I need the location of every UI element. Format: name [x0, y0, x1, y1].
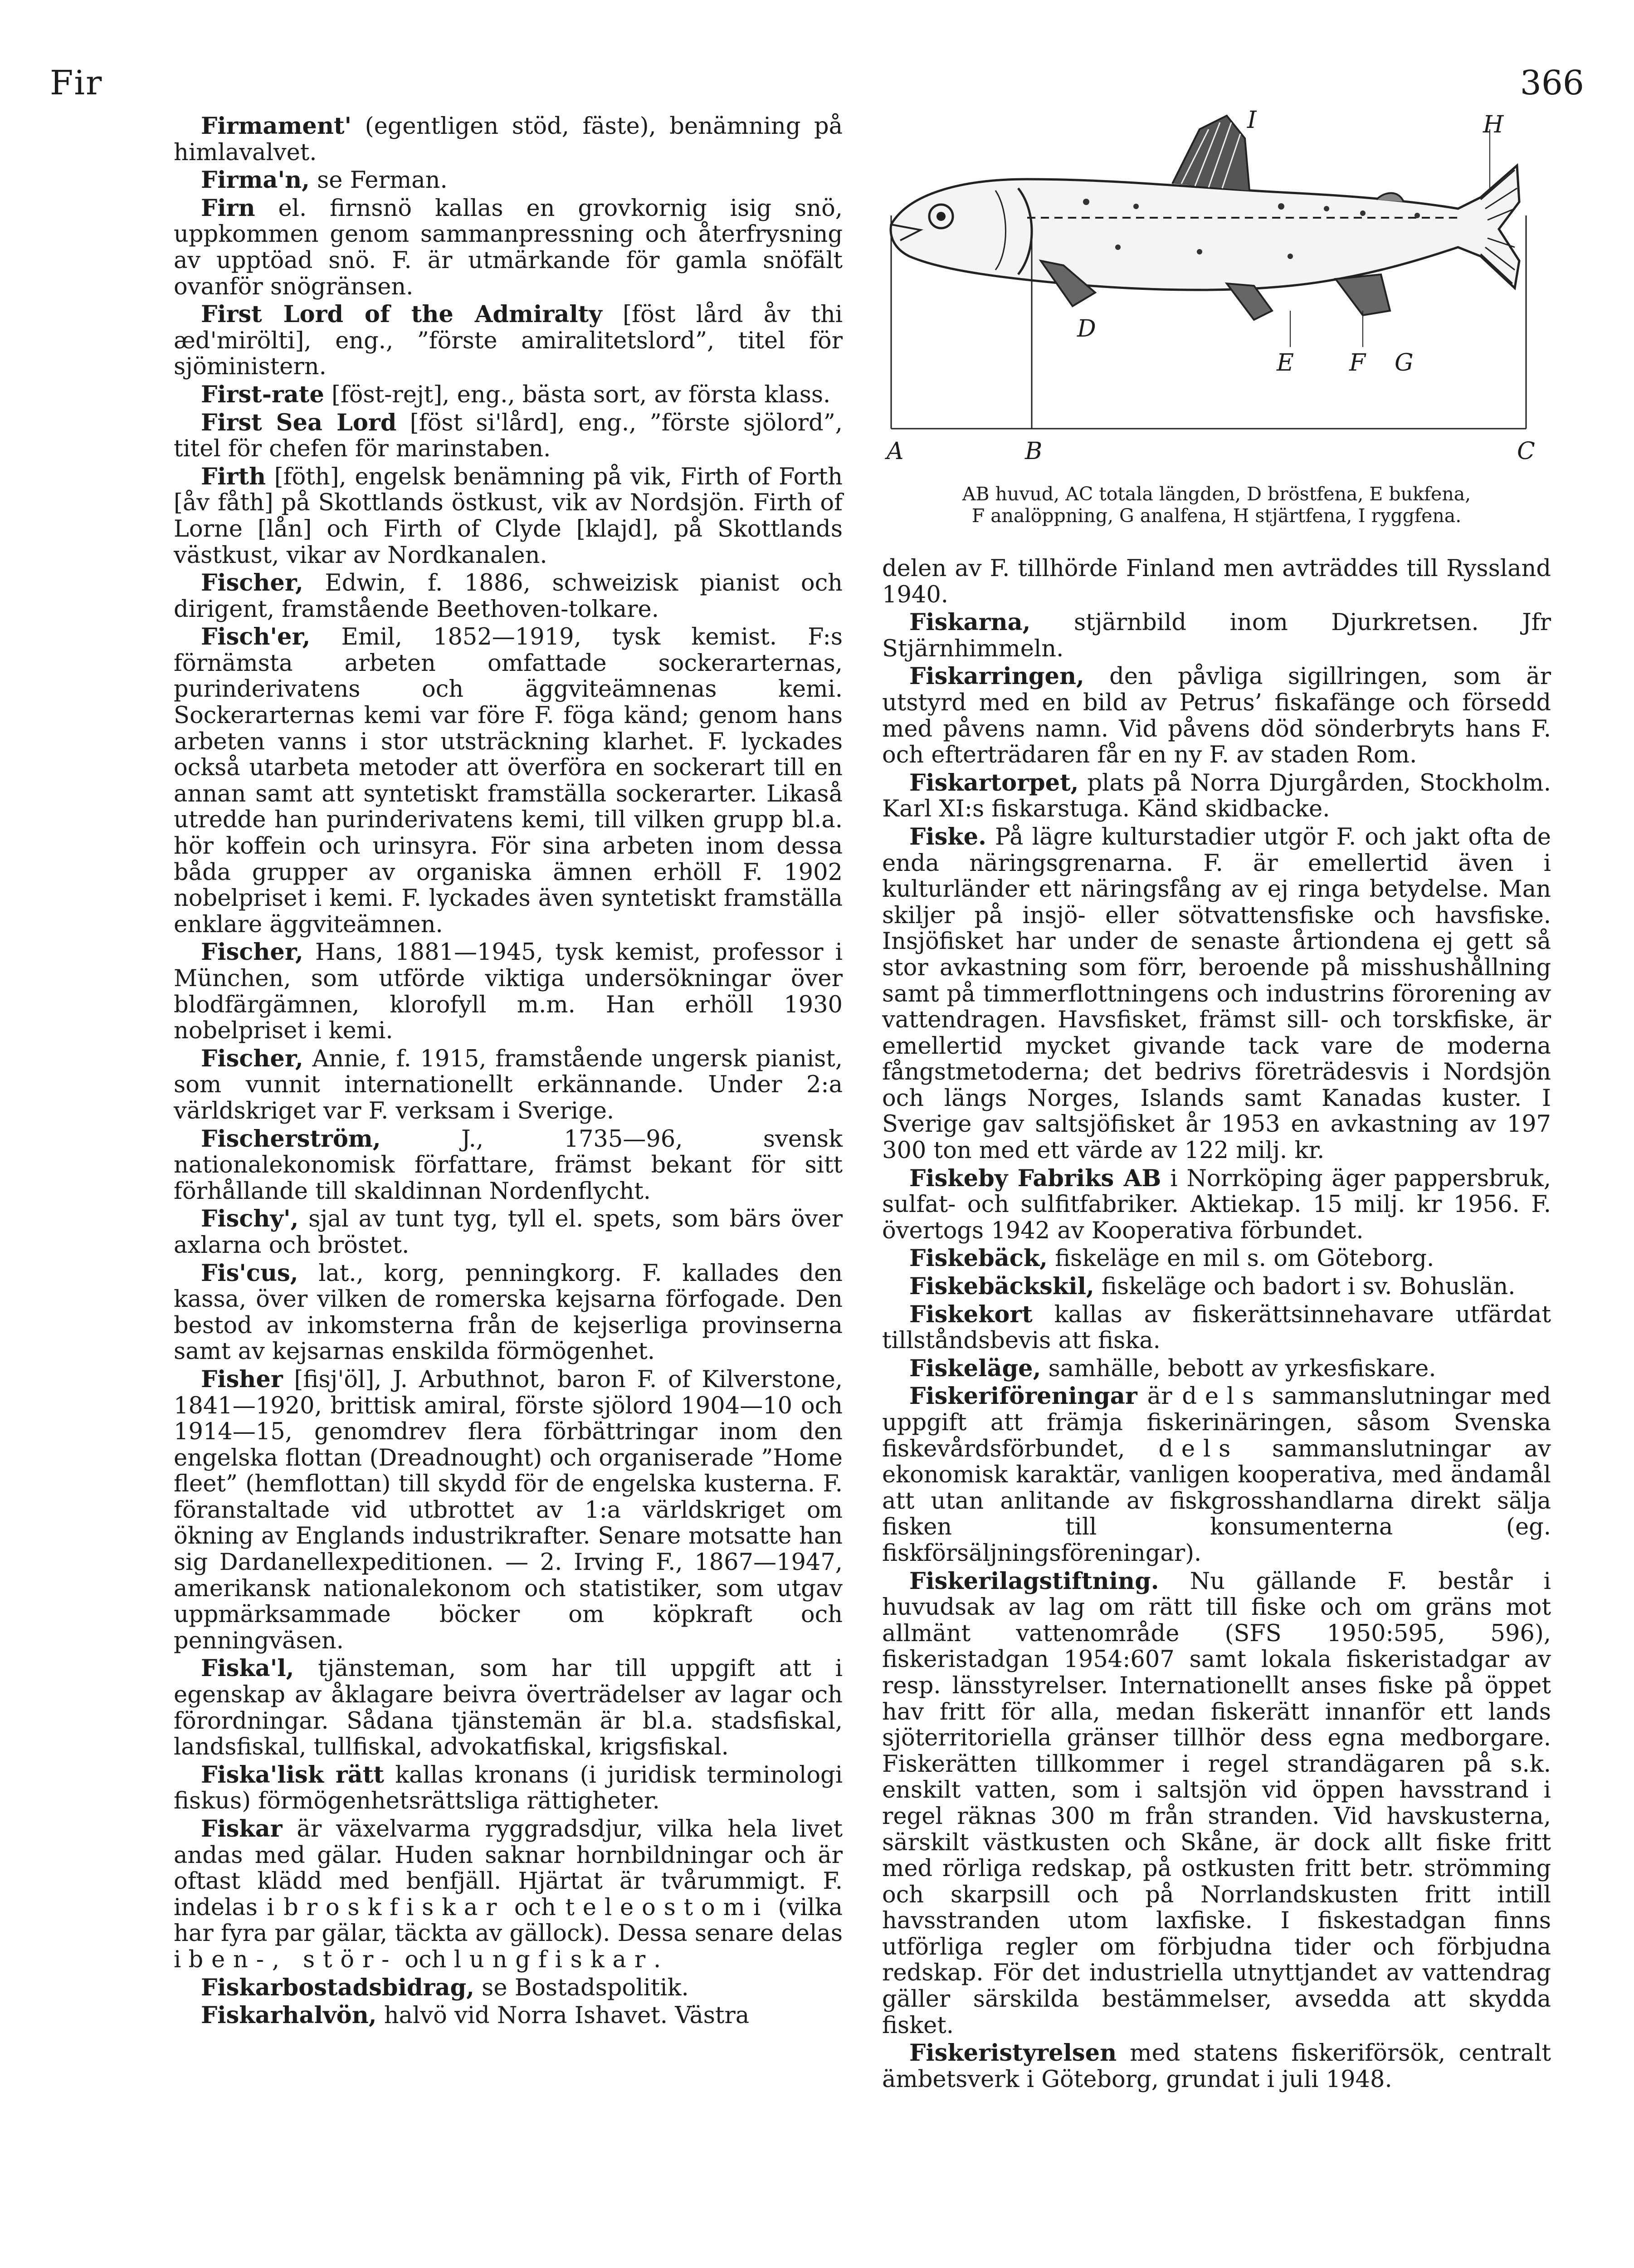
dictionary-entry: [174, 167, 843, 194]
entry-text: med statens fiskeriförsök, centralt ämbetsverk i Göteborg, grundat i juli 1948.: [882, 2040, 1551, 2093]
dictionary-entry: [882, 1274, 1551, 1300]
entry-headword: Firth: [201, 463, 266, 490]
dictionary-entry: [882, 556, 1551, 608]
entry-headword: Fiska'l,: [201, 1655, 294, 1682]
page-header: [50, 64, 1584, 113]
entry-text: Nu gällande F. består i huvudsak av lag om rätt till fiske och om gräns mot allmänt vattenområde (SFS 1950:595, 596), fiskeristadgan 1954:607 samt lokala fiskeristadgar av resp. länsstyrelser. Internationellt anses fiske på öppet hav fritt för alla, medan fiskerätt innanför ett lands sjöterritoriella gränser tillhör dess egna medborgare. Fiskerätten tillkommer i regel strandägaren på s.k. enskilt vatten, som i saltsjön vid öppen havsstrand i regel räknas 300 m från stranden. Vid havskusterna, särskilt västkusten och Skåne, är dock allt fiske fritt med rörliga redskap, på ostkusten fritt betr. strömming och skarpsill och på Norrlandskusten fritt intill havsstranden utom laxfiske. I fiskestadgan finns utförliga regler om förbjudna tider och förbjudna redskap. För det industriella utnyttjandet av vattendrag gäller särskilda bestämmelser, avsedda att skydda fisket.: [882, 1568, 1551, 2039]
dictionary-entry: [882, 1569, 1551, 2039]
entry-text: el. firnsnö kallas en grovkornig isig snö, uppkommen genom sammanpressning och återfrysning av upptöad snö. F. är utmärkande för gamla snöfält ovanför snögränsen.: [174, 195, 843, 300]
dictionary-entry: [882, 1302, 1551, 1354]
entry-text: [föst-rejt], eng., bästa sort, av första klass.: [324, 381, 831, 408]
entry-text: [fisj'öl], J. Arbuthnot, baron F. of Kilverstone, 1841—1920, brittisk amiral, förste sjölord 1904—10 och 1914—15, genomdrev flera förbättringar inom den engelska flottan (Dreadnought) och organiserade ”Home fleet” (hemflottan) till skydd för de engelska kusterna. F. föranstaltade vid utbrottet av 1:a världskriget om ökning av Englands industrikrafter. Senare motsatte han sig Dardanellexpeditionen. — 2. Irving F., 1867—1947, amerikansk nationalekonom och statistiker, som utgav uppmärksammade böcker om köpkraft och penningväsen.: [174, 1366, 843, 1654]
dictionary-entry: [174, 1126, 843, 1205]
left-column: [174, 113, 843, 2029]
entry-headword: Fiskerilagstiftning.: [909, 1567, 1159, 1595]
dictionary-entry: [882, 770, 1551, 822]
entry-headword: Fischerström,: [201, 1125, 381, 1153]
entry-headword: Fiska'lisk rätt: [201, 1761, 384, 1789]
entry-headword: Fiskarna,: [909, 609, 1031, 636]
entry-text: sammanslutningar av ekonomisk karaktär, vanligen kooperativa, med ändamål att utan anlitande av fiskgrosshandlarna direkt sälja fisken till konsumenterna (eg. fiskförsäljningsföreningar).: [882, 1435, 1551, 1567]
entry-headword: Firmament': [201, 112, 352, 140]
label-i: I: [1247, 107, 1257, 134]
entry-headword: Fisher: [201, 1365, 283, 1393]
dictionary-entry: [882, 664, 1551, 768]
dictionary-entry: [174, 1046, 843, 1124]
entry-text: kallas av fiskerättsinnehavare utfärdat tillståndsbevis att fiska.: [882, 1301, 1551, 1354]
entry-text: Hans, 1881—1945, tysk kemist, professor i München, som utförde viktiga undersökningar över blodfärgämnen, klorofyll m.m. Han erhöll 1930 nobelpriset i kemi.: [174, 939, 843, 1045]
entry-spaced-text: dels: [1158, 1435, 1239, 1462]
dictionary-entry: [174, 1762, 843, 1814]
entry-headword: Fischer,: [201, 938, 303, 966]
dictionary-entry: [882, 824, 1551, 1164]
entry-text: fiskeläge och badort i sv. Bohuslän.: [1094, 1273, 1516, 1300]
dictionary-entry: [174, 1816, 843, 1973]
entry-headword: Fiskeby Fabriks AB: [909, 1164, 1161, 1192]
entry-headword: Fiskarbostadsbidrag,: [201, 1974, 474, 2001]
entry-text: samhälle, bebott av yrkesfiskare.: [1041, 1355, 1436, 1382]
fish-illustration: [882, 111, 1551, 474]
entry-text: se Ferman.: [309, 167, 448, 194]
dictionary-entry: [174, 1206, 843, 1258]
entry-spaced-text: broskfiskar: [283, 1894, 505, 1921]
dictionary-entry: [174, 1656, 843, 1760]
entry-spaced-text: dels: [1182, 1383, 1263, 1410]
entry-text: Edwin, f. 1886, schweizisk pianist och dirigent, framstående Beethoven-tolkare.: [174, 570, 843, 623]
figure-caption: [882, 483, 1551, 527]
dictionary-entry: [174, 2003, 843, 2029]
entry-text: kallas kronans (i juridisk terminologi fiskus) förmögenhetsrättsliga rättigheter.: [174, 1761, 843, 1815]
dictionary-entry: [174, 196, 843, 300]
entry-spaced-text: lungfiskar: [454, 1946, 654, 1973]
entry-text: J., 1735—96, svensk nationalekonomisk författare, främst bekant för sitt förhållande till skaldinnan Nordenflycht.: [174, 1125, 843, 1205]
label-a: A: [887, 438, 904, 465]
dictionary-entry: [174, 570, 843, 622]
fish-diagram: [882, 107, 1551, 556]
dictionary-entry: [174, 939, 843, 1044]
label-f: F: [1349, 349, 1366, 376]
entry-text: [föst lård åv thi æd'mirölti], eng., ”förste amiralitetslord”, titel för sjöministern.: [174, 301, 843, 381]
entry-headword: Fiske.: [909, 823, 986, 850]
entry-text: sammanslutningar med uppgift att främja fiskerinäringen, såsom Svenska fiskevårdsförbundet,: [882, 1383, 1551, 1462]
dictionary-entry: [882, 1246, 1551, 1272]
entry-text: Annie, f. 1915, framstående ungersk pianist, som vunnit internationellt erkännande. Under 2:a världskriget var F. verksam i Sverige.: [174, 1045, 843, 1124]
dictionary-entry: [882, 1166, 1551, 1244]
entry-headword: Firn: [201, 194, 255, 222]
caption-line-2: F analöppning, G analfena, H stjärtfena, I ryggfena.: [971, 505, 1462, 527]
label-g: G: [1395, 349, 1414, 376]
label-d: D: [1077, 315, 1096, 342]
entry-text: sjal av tunt tyg, tyll el. spets, som bärs över axlarna och bröstet.: [174, 1206, 843, 1259]
dictionary-entry: [174, 410, 843, 462]
entry-text: [föth], engelsk benämning på vik, Firth of Forth [åv fåth] på Skottlands östkust, vik av Nordsjön. Firth of Lorne [lån] och Firth of Clyde [klajd], på Skottlands västkust, vikar av Nordkanalen.: [174, 463, 843, 569]
entry-headword: Fiskeläge,: [909, 1354, 1041, 1382]
entry-text: se Bostadspolitik.: [474, 1974, 689, 2001]
entry-headword: Firma'n,: [201, 166, 310, 194]
entry-headword: Fischer,: [201, 569, 303, 597]
entry-text: stjärnbild inom Djurkretsen. Jfr Stjärnhimmeln.: [882, 609, 1551, 662]
caption-line-1: AB huvud, AC totala längden, D bröstfena, E bukfena,: [962, 483, 1471, 505]
entry-headword: First-rate: [201, 381, 324, 408]
entry-text: och: [397, 1946, 454, 1973]
entry-headword: Fiskeriföreningar: [909, 1383, 1137, 1410]
dictionary-entry: [174, 382, 843, 408]
entry-headword: Fiskekort: [909, 1300, 1033, 1328]
dictionary-entry: [174, 302, 843, 380]
entry-text: den påvliga sigillringen, som är utstyrd med en bild av Petrus’ fiskafänge och försedd med påvens namn. Vid påvens död sönderbryts hans F. och efterträdaren får en ny F. av staden Rom.: [882, 663, 1551, 769]
dictionary-entry: [882, 2040, 1551, 2092]
entry-headword: Fiskebäckskil,: [909, 1273, 1094, 1300]
entry-text: halvö vid Norra Ishavet. Västra: [376, 2002, 750, 2029]
entry-text: tjänsteman, som har till uppgift att i egenskap av åklagare beivra överträdelser av lagar och förordningar. Sådana tjänstemän är bl.a. stadsfiskal, landsfiskal, tullfiskal, advokatfiskal, krigsfiskal.: [174, 1655, 843, 1761]
entry-text: delen av F. tillhörde Finland men avträddes till Ryssland 1940.: [882, 555, 1551, 608]
entry-text: (vilka har fyra par gälar, täckta av gällock). Dessa senare delas i: [174, 1894, 843, 1973]
entry-text: lat., korg, penningkorg. F. kallades den kassa, över vilken de romerska kejsarna förfogade. Den bestod av inkomsterna från de kejserliga provinserna samt av kejsarnas enskilda förmögenhet.: [174, 1260, 843, 1365]
dictionary-entry: [174, 1261, 843, 1365]
entry-headword: Fis'cus,: [201, 1259, 298, 1287]
dictionary-entry: [882, 1383, 1551, 1566]
entry-text: På lägre kulturstadier utgör F. och jakt ofta de enda näringsgrenarna. F. är emellertid även i kulturländer ett näringsfång av ej ringa betydelse. Man skiljer på insjö- eller sötvattensfiske och havsfiske. Insjöfisket har under de senaste årtiondena ej gett så stor avkastning som förr, beroende på misshushållning samt på timmerflottningens och industrins förorening av vattendragen. Havsfisket, främst sill- och torskfiske, är emellertid mycket givande tack vare de moderna fångstmetoderna; det bedrivs företrädesvis i Nordsjön och längs Norges, Islands samt Kanadas kuster. I Sverige gav saltsjöfisket år 1953 en avkastning av 197 300 ton med ett värde av 122 milj. kr.: [882, 823, 1551, 1164]
entry-headword: Fiskartorpet,: [909, 769, 1079, 797]
entry-text: och: [505, 1894, 566, 1921]
entry-headword: Fiskarringen,: [909, 663, 1084, 690]
entry-text: (egentligen stöd, fäste), benämning på himlavalvet.: [174, 113, 843, 166]
dictionary-entry: [174, 1367, 843, 1654]
right-column: [882, 556, 1551, 2092]
label-b: B: [1025, 438, 1043, 465]
entry-headword: Fiskeristyrelsen: [909, 2039, 1117, 2067]
dictionary-entry: [174, 1975, 843, 2001]
entry-text: Emil, 1852—1919, tysk kemist. F:s förnämsta arbeten omfattade sockerarternas, purinderivatens och äggviteämnenas kemi. Sockerarternas kemi var före F. föga känd; genom hans arbeten vanns i stor utsträckning klarhet. F. lyckades också utarbeta metoder att överföra en sockerart till en annan samt att syntetiskt framställa sockerarter. Likaså utredde han purinderivatens kemi, till vilken grupp bl.a. hör koffein och urinsyra. För sina arbeten inom dessa båda grupper av organiska ämnen erhöll F. 1902 nobelpriset i kemi. F. lyckades även syntetiskt framställa enklare äggviteämnen.: [174, 624, 843, 938]
entry-headword: Fisch'er,: [201, 623, 311, 651]
dictionary-entry: [174, 464, 843, 568]
label-c: C: [1517, 438, 1535, 465]
entry-text: fiskeläge en mil s. om Göteborg.: [1047, 1245, 1434, 1272]
entry-headword: Fiskarhalvön,: [201, 2002, 377, 2029]
entry-headword: Fischer,: [201, 1045, 303, 1072]
dictionary-entry: [882, 1356, 1551, 1382]
dictionary-entry: [174, 113, 843, 166]
page-number: 366: [1520, 64, 1584, 103]
entry-headword: Fischy',: [201, 1205, 299, 1233]
entry-text: är växelvarma ryggradsdjur, vilka hela livet andas med gälar. Huden saknar hornbildningar och är oftast klädd med benfjäll. Hjärtat är tvårummigt. F. indelas i: [174, 1816, 843, 1921]
entry-headword: First Lord of the Admiralty: [201, 301, 602, 328]
entry-text: [föst si'lård], eng., ”förste sjölord”, titel för chefen för marinstaben.: [174, 409, 843, 463]
entry-text: plats på Norra Djurgården, Stockholm. Karl XI:s fiskarstuga. Känd skidbacke.: [882, 769, 1551, 823]
entry-spaced-text: teleostomi: [565, 1894, 769, 1921]
label-e: E: [1277, 349, 1294, 376]
label-h: H: [1483, 111, 1504, 138]
dictionary-entry: [174, 624, 843, 938]
entry-text: är: [1137, 1383, 1182, 1410]
entry-headword: First Sea Lord: [201, 409, 397, 436]
entry-text: i Norrköping äger pappersbruk, sulfat- och sulfitfabriker. Aktiekap. 15 milj. kr 1956. F. övertogs 1942 av Kooperativa förbundet.: [882, 1165, 1551, 1244]
entry-spaced-text: ben-, stör-: [188, 1946, 398, 1973]
dictionary-entry: [882, 610, 1551, 662]
entry-headword: Fiskar: [201, 1815, 283, 1843]
running-headword: Fir: [50, 64, 103, 103]
entry-text: .: [653, 1946, 661, 1973]
entry-headword: Fiskebäck,: [909, 1245, 1048, 1272]
